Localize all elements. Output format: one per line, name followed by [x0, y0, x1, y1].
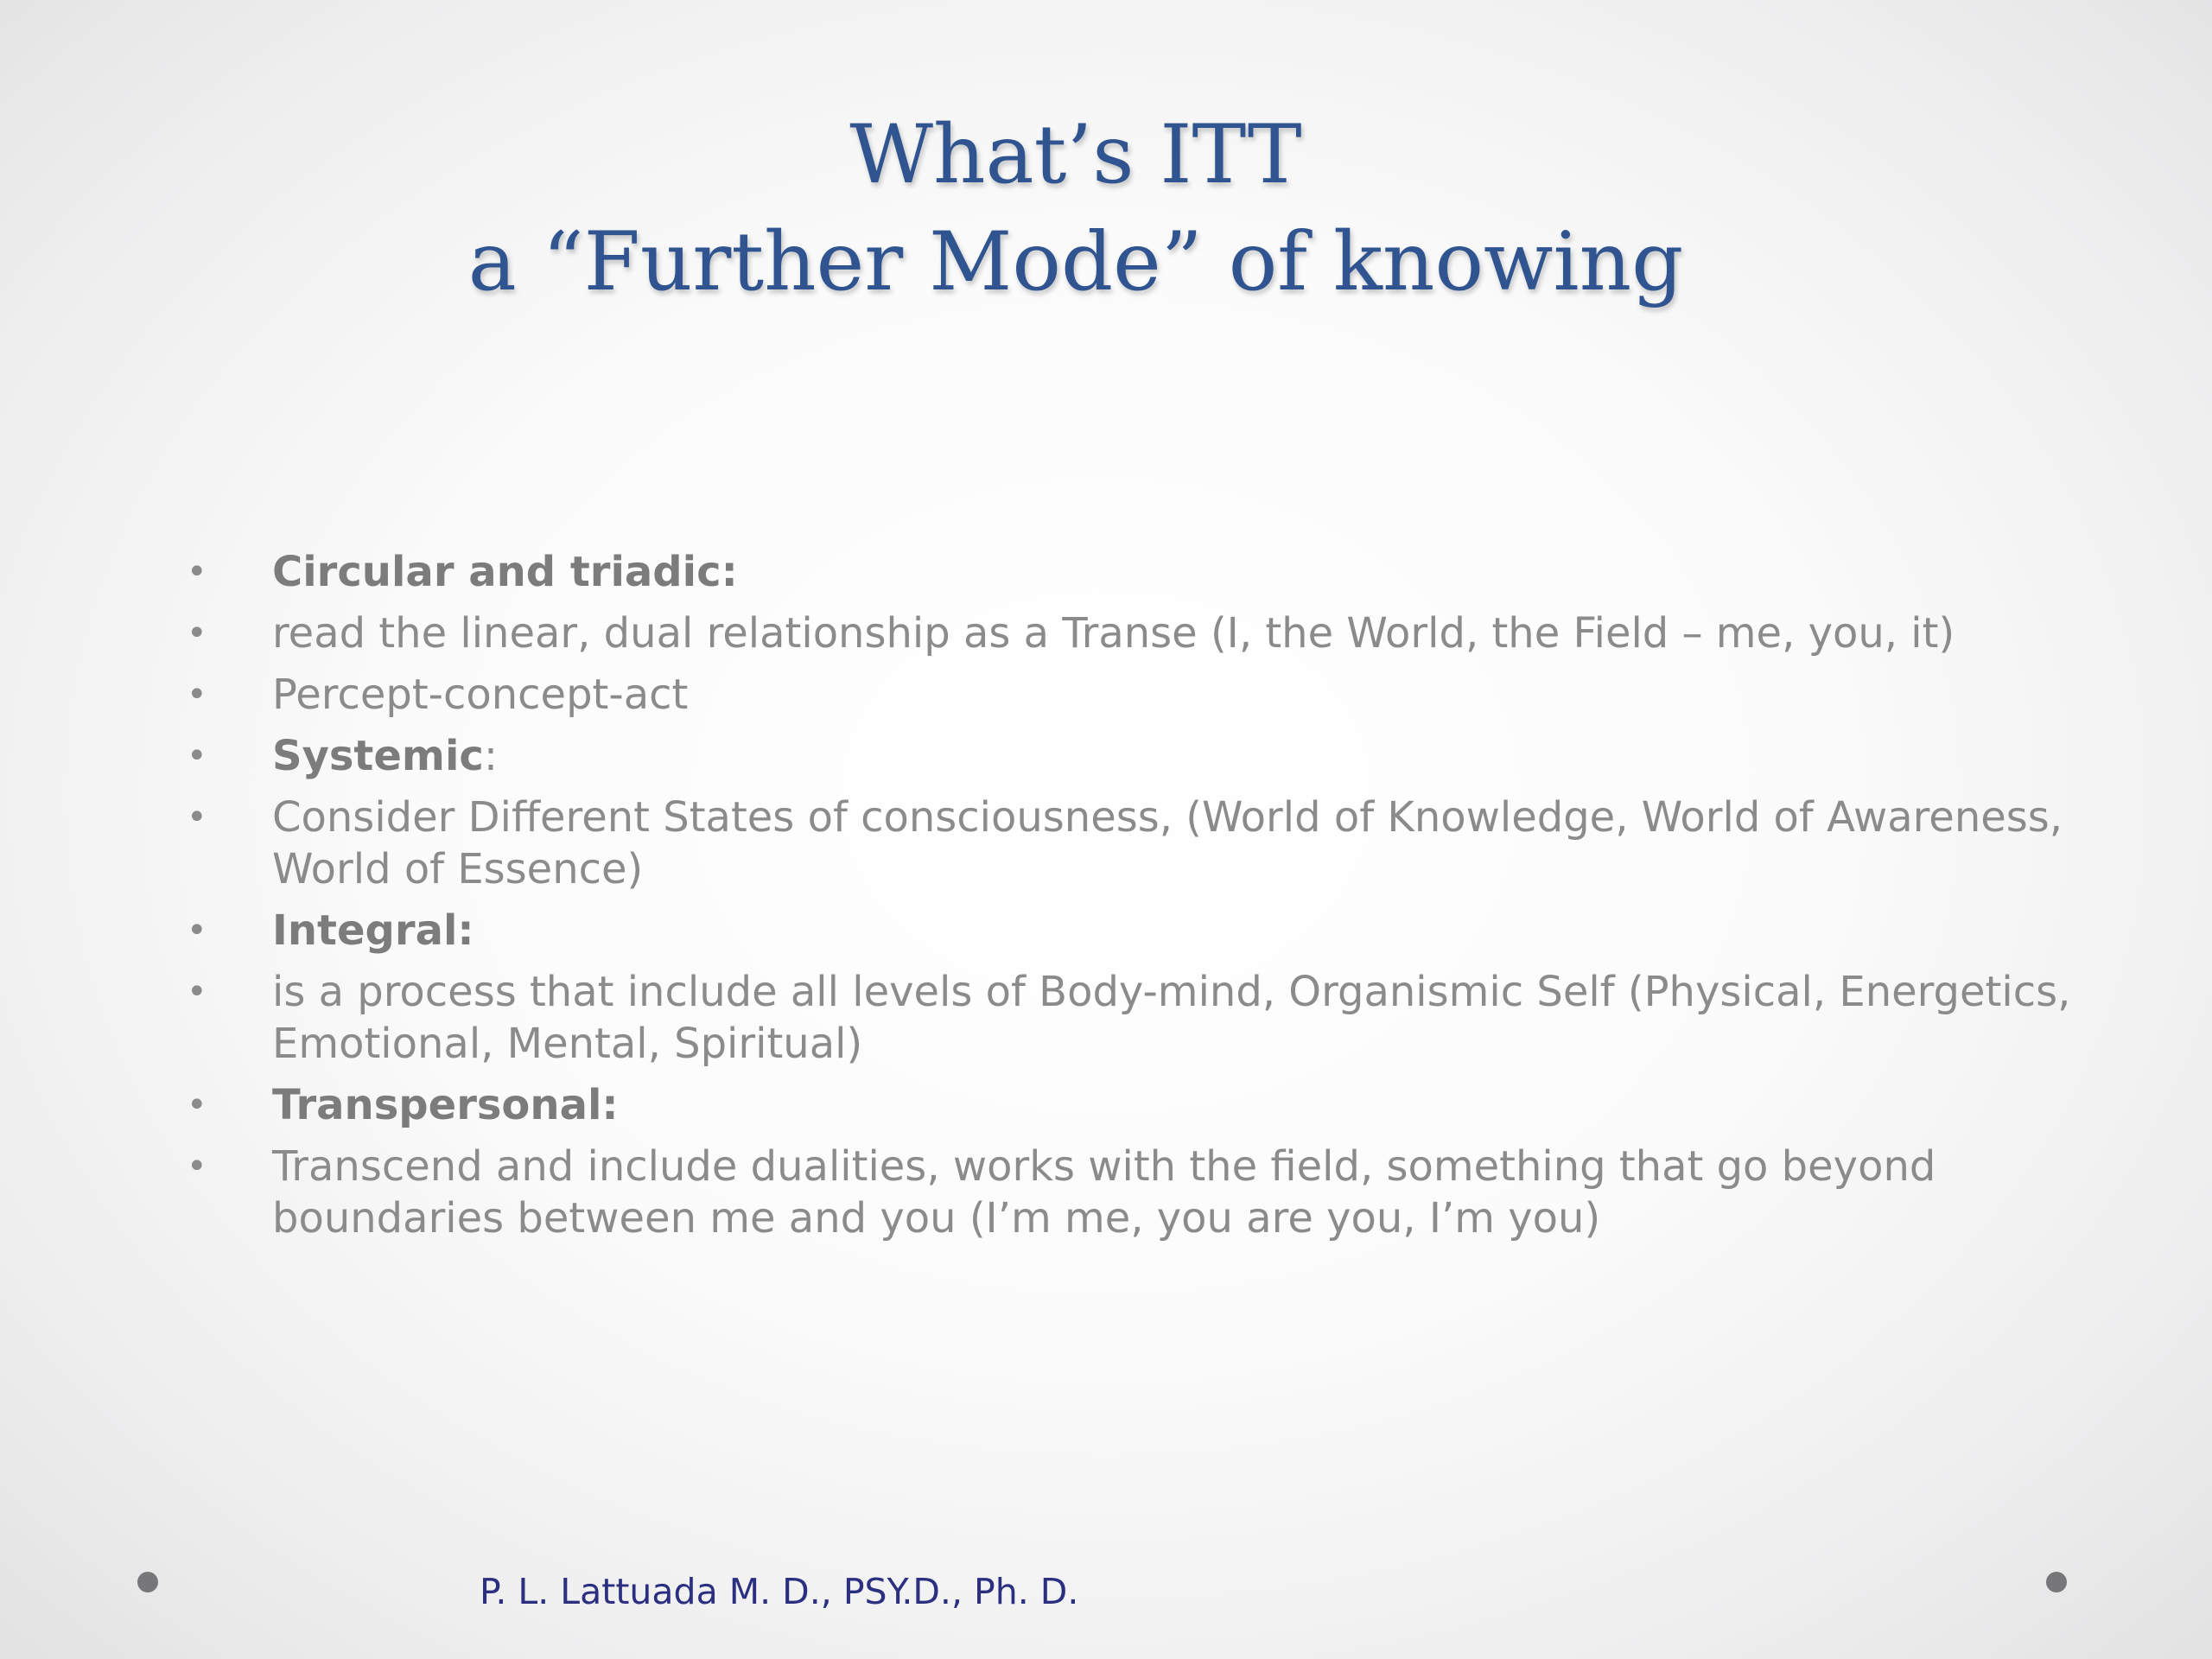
- list-item: [181, 791, 2082, 895]
- title-line-1: What’s ITT: [849, 108, 1302, 202]
- list-item: [181, 1141, 2082, 1244]
- list-item: [181, 1079, 2082, 1131]
- bullet-icon: •: [187, 1085, 207, 1125]
- bullet-icon: •: [187, 675, 207, 715]
- bullet-heading-colon: :: [483, 732, 499, 780]
- title-line-2: a “Further Mode” of knowing: [467, 215, 1684, 309]
- bullet-icon: •: [187, 613, 207, 653]
- bullet-list: [181, 546, 2082, 1254]
- bullet-icon: •: [187, 1147, 207, 1186]
- list-item: [181, 966, 2082, 1070]
- list-item: [181, 669, 2082, 721]
- bullet-heading: Transpersonal:: [272, 1081, 619, 1129]
- slide-title: [0, 102, 2152, 316]
- bullet-icon: •: [187, 911, 207, 950]
- corner-dot-icon: [2046, 1572, 2067, 1592]
- bullet-heading: Integral:: [272, 906, 474, 955]
- bullet-icon: •: [187, 736, 207, 776]
- list-item: [181, 730, 2082, 782]
- bullet-heading: Circular and triadic:: [272, 548, 738, 596]
- bullet-heading: Systemic: [272, 732, 484, 780]
- list-item: [181, 546, 2082, 598]
- bullet-text: Consider Different States of consciousness, (World of Knowledge, World of Awareness, World of Essence): [272, 793, 2063, 893]
- list-item: [181, 607, 2082, 659]
- list-item: [181, 905, 2082, 957]
- bullet-text: read the linear, dual relationship as a Transe (I, the World, the Field – me, you, it): [272, 609, 1955, 658]
- bullet-icon: •: [187, 552, 207, 592]
- bullet-text: Transcend and include dualities, works with the field, something that go beyond boundaries between me and you (I’m me, you are you, I’m you): [272, 1142, 1936, 1243]
- bullet-text: is a process that include all levels of Body-mind, Organismic Self (Physical, Energetics, Emotional, Mental, Spiritual): [272, 968, 2071, 1068]
- footer-author: P. L. Lattuada M. D., PSY.D., Ph. D.: [480, 1571, 1079, 1612]
- bullet-icon: •: [187, 972, 207, 1012]
- bullet-text: Percept-concept-act: [272, 671, 689, 719]
- bullet-icon: •: [187, 798, 207, 837]
- corner-dot-icon: [137, 1572, 158, 1592]
